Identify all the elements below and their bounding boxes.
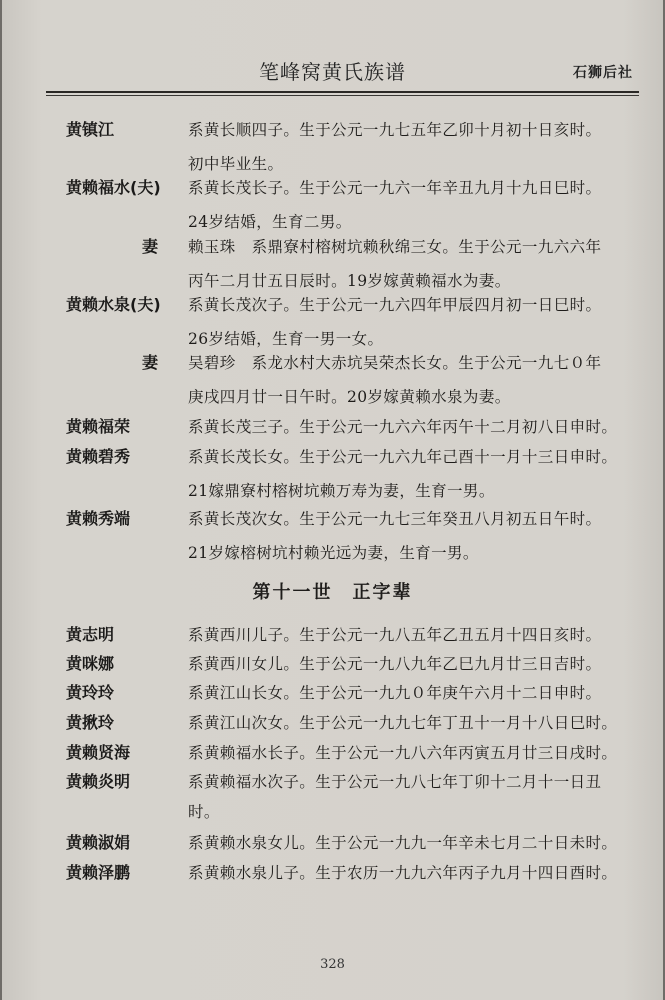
entry-line: 时。 [188,803,220,821]
entry-line: 系黄赖水泉儿子。生于农历一九九六年丙子九月十四日酉时。 [188,864,618,882]
entry-line: 系黄江山长女。生于公元一九九０年庚午六月十二日申时。 [188,684,602,702]
entry-line: 系黄长茂次子。生于公元一九六四年甲辰四月初一日巳时。 [188,296,602,314]
book-page [2,0,663,1000]
entry-line: 初中毕业生。 [188,155,284,173]
entry-name: 黄志明 [66,625,115,644]
entry-line: 21岁嫁榕树坑村赖光远为妻，生育一男。 [188,544,479,562]
entry-name: 黄咪娜 [66,654,115,673]
entry-name: 黄赖福荣 [66,417,131,436]
entry-line: 系黄赖福水次子。生于公元一九八七年丁卯十二月十一日丑 [188,773,602,791]
entry-name: 黄赖秀端 [66,509,131,528]
page-header-title: 笔峰窝黄氏族谱 [259,60,406,84]
entry-name: 黄赖炎明 [66,772,131,791]
entry-line: 系黄长茂次女。生于公元一九七三年癸丑八月初五日午时。 [188,510,602,528]
entry-line: 系黄长茂长子。生于公元一九六一年辛丑九月十九日巳时。 [188,179,602,197]
entry-line: 系黄赖福水长子。生于公元一九八六年丙寅五月廿三日戌时。 [188,744,618,762]
entry-line: 系黄西川女儿。生于公元一九八九年乙巳九月廿三日吉时。 [188,655,602,673]
entry-name: 黄赖淑娟 [66,833,131,852]
entry-line: 庚戌四月廿一日午时。20岁嫁黄赖水泉为妻。 [188,388,511,406]
entry-line: 系黄长茂长女。生于公元一九六九年己酉十一月十三日申时。 [188,448,618,466]
entry-line: 系黄江山次女。生于公元一九九七年丁丑十一月十八日巳时。 [188,714,618,732]
entry-line: 丙午二月廿五日辰时。19岁嫁黄赖福水为妻。 [188,272,511,290]
spouse-label: 妻 [142,353,159,372]
entry-name: 黄赖福水(夫) [66,178,161,197]
entry-line: 21嫁鼎寮村榕树坑赖万寿为妻，生育一男。 [188,482,495,500]
entry-name: 黄赖泽鹏 [66,863,131,882]
page-number: 328 [320,957,345,972]
entry-name: 黄玲玲 [66,683,115,702]
entry-name: 黄镇江 [66,120,115,139]
generation-heading: 第十一世 正字辈 [252,582,413,603]
entry-line: 系黄赖水泉女儿。生于公元一九九一年辛未七月二十日未时。 [188,834,618,852]
entry-line: 系黄西川儿子。生于公元一九八五年乙丑五月十四日亥时。 [188,626,602,644]
entry-line: 吴碧珍 系龙水村大赤坑吴荣杰长女。生于公元一九七０年 [188,354,602,372]
header-rule-thin [46,95,639,96]
entry-line: 26岁结婚，生育一男一女。 [188,330,384,348]
entry-name: 黄揪玲 [66,713,115,732]
entry-line: 24岁结婚，生育二男。 [188,213,352,231]
entry-line: 系黄长茂三子。生于公元一九六六年丙午十二月初八日申时。 [188,418,618,436]
entry-name: 黄赖贤海 [66,743,131,762]
page-header-right: 石狮后社 [573,65,633,81]
entry-name: 黄赖水泉(夫) [66,295,161,314]
spouse-label: 妻 [142,237,159,256]
header-rule-thick [46,91,639,93]
entry-line: 赖玉珠 系鼎寮村榕树坑赖秋绵三女。生于公元一九六六年 [188,238,602,256]
entry-name: 黄赖碧秀 [66,447,131,466]
entry-line: 系黄长顺四子。生于公元一九七五年乙卯十月初十日亥时。 [188,121,602,139]
